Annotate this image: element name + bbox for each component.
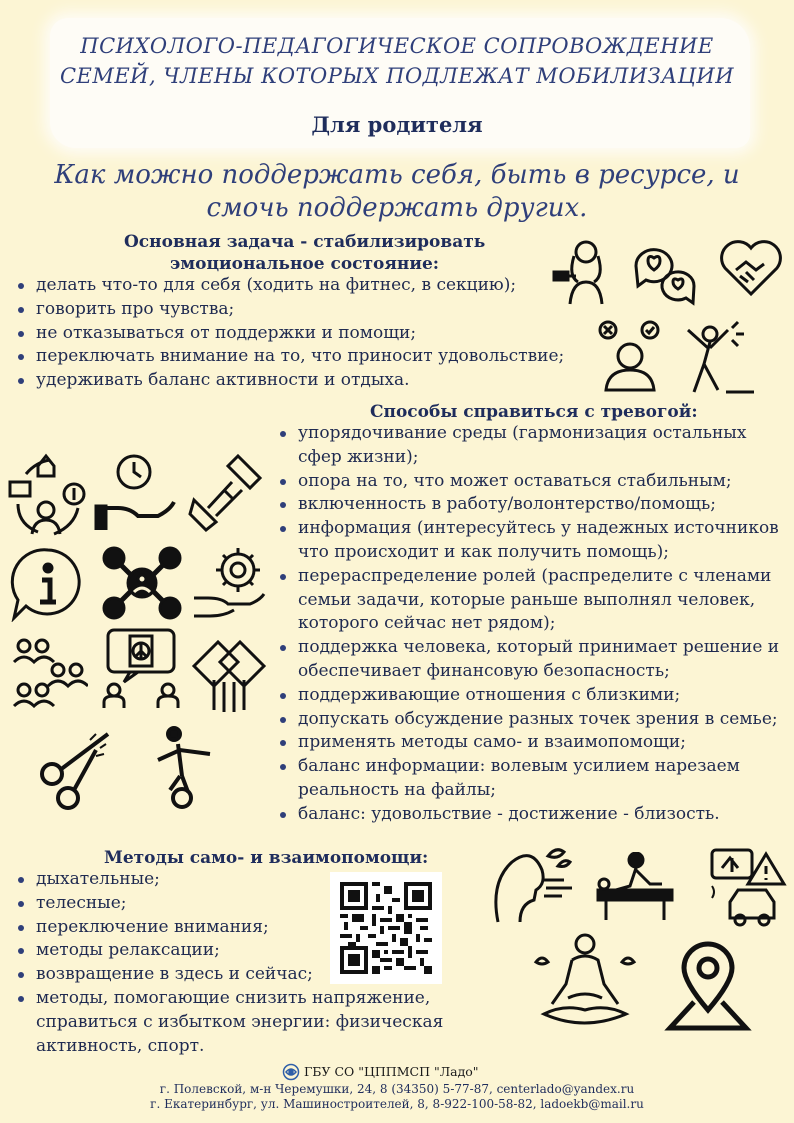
time-hand-icon (94, 450, 176, 532)
footer-address1: г. Полевской, м-н Черемушки, 24, 8 (34350) 5-77-87, centerlado@yandex.ru (159, 1082, 635, 1096)
list-item: опора на то, что может оставаться стабильным; (278, 470, 790, 494)
list-item: баланс информации: волевым усилием нарезаем реальность на файлы; (278, 755, 790, 803)
hands-together-icon (190, 636, 268, 714)
list-item: допускать обсуждение разных точек зрения в семье; (278, 708, 790, 732)
location-icon (664, 940, 752, 1032)
main-task-title-line2: эмоциональное состояние: (170, 254, 440, 274)
list-item: баланс: удовольствие - достижение - близость. (278, 803, 790, 827)
peace-chat-icon (100, 628, 182, 710)
org-name: ГБУ СО "ЦППМСП "Ладо" (304, 1064, 479, 1079)
slogan-line2: смочь поддержать других. (206, 193, 588, 223)
meditation-icon (532, 932, 638, 1028)
list-item: переключать внимание на то, что приносит удовольствие; (16, 345, 586, 369)
handshake-heart-icon (718, 238, 784, 298)
list-item: дыхательные; (16, 868, 466, 892)
list-item: телесные; (16, 892, 466, 916)
main-task-title-line1: Основная задача - стабилизировать (124, 232, 486, 252)
main-task-list (16, 274, 586, 393)
scissors-icon (38, 728, 118, 810)
footer-address2: г. Екатеринбург, ул. Машиностроителей, 8, 8-922-100-58-82, ladoekb@mail.ru (150, 1097, 644, 1111)
qr-code-icon[interactable] (330, 872, 442, 984)
info-icon (10, 546, 86, 622)
hearts-chat-icon (632, 240, 698, 306)
page-title-line1: ПСИХОЛОГО-ПЕДАГОГИЧЕСКОЕ СОПРОВОЖДЕНИЕ (80, 34, 714, 58)
anxiety-list (278, 422, 790, 827)
work-life-icon (8, 450, 88, 536)
network-icon (102, 546, 182, 620)
slogan-line1: Как можно поддержать себя, быть в ресурсе, и (54, 160, 740, 190)
list-item: делать что-то для себя (ходить на фитнес, в секцию); (16, 274, 586, 298)
list-item: не отказываться от поддержки и помощи; (16, 322, 586, 346)
choice-person-icon (596, 318, 664, 392)
breathing-icon (488, 842, 576, 924)
list-item: говорить про чувства; (16, 298, 586, 322)
fitness-woman-icon (548, 236, 614, 306)
list-item: упорядочивание среды (гармонизация остальных сфер жизни); (278, 422, 790, 470)
list-item: поддержка человека, который принимает решение и обеспечивает финансовую безопасность; (278, 636, 790, 684)
list-item: информация (интересуйтесь у надежных источников что происходит и как получить помощь); (278, 517, 790, 565)
list-item: перераспределение ролей (распределите с членами семьи задачи, которые раньше выполнял человек, которого сейчас нет рядом); (278, 565, 790, 636)
helping-hands-icon (188, 450, 266, 532)
driving-icon (708, 846, 790, 928)
list-item: возвращение в здесь и сейчас; (16, 963, 466, 987)
list-item: методы релаксации; (16, 939, 466, 963)
list-item: переключение внимания; (16, 916, 466, 940)
massage-icon (596, 852, 678, 922)
stretching-person-icon (680, 320, 756, 394)
group-icon (12, 636, 88, 708)
support-gear-icon (192, 546, 268, 620)
list-item: удерживать баланс активности и отдыха. (16, 369, 586, 393)
methods-title: Методы само- и взаимопомощи: (104, 848, 429, 868)
balance-person-icon (152, 726, 218, 810)
list-item: поддерживающие отношения с близкими; (278, 684, 790, 708)
list-item: методы, помогающие снизить напряжение, справиться с избытком энергии: физическая активность, спорт. (16, 987, 466, 1058)
anxiety-title: Способы справиться с тревогой: (370, 402, 698, 422)
page-title-line2: СЕМЕЙ, ЧЛЕНЫ КОТОРЫХ ПОДЛЕЖАТ МОБИЛИЗАЦИИ (59, 64, 735, 88)
list-item: включенность в работу/волонтерство/помощь; (278, 493, 790, 517)
lado-logo-icon (282, 1063, 300, 1081)
list-item: применять методы само- и взаимопомощи; (278, 731, 790, 755)
audience-label: Для родителя (311, 112, 483, 137)
